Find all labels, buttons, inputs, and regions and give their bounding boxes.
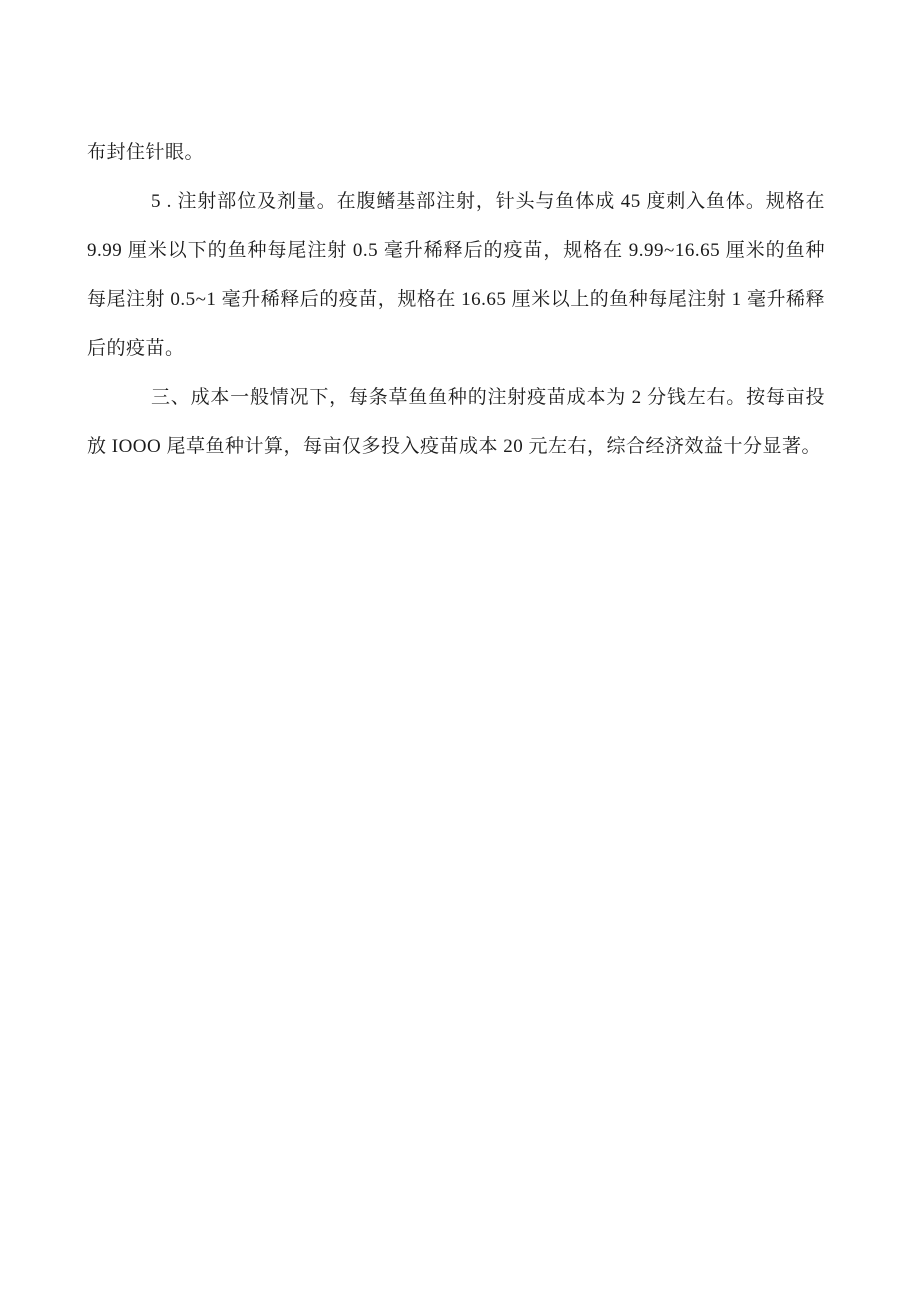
paragraph-injection-site-dosage: 5 . 注射部位及剂量。在腹鳍基部注射，针头与鱼体成 45 度刺入鱼体。规格在 9.99 厘米以下的鱼种每尾注射 0.5 毫升稀释后的疫苗，规格在 9.99~16.65 厘米的鱼种每尾注射 0.5~1 毫升稀释后的疫苗，规格在 16.65 厘米以上的鱼种每尾注射 1 毫升稀释后的疫苗。 (87, 191, 825, 359)
paragraph-continuation: 布封住针眼。 (87, 142, 205, 163)
paragraph-cost: 三、成本一般情况下，每条草鱼鱼种的注射疫苗成本为 2 分钱左右。按每亩投放 IOOO 尾草鱼种计算，每亩仅多投入疫苗成本 20 元左右，综合经济效益十分显著。 (87, 387, 825, 457)
document-body (87, 128, 825, 471)
